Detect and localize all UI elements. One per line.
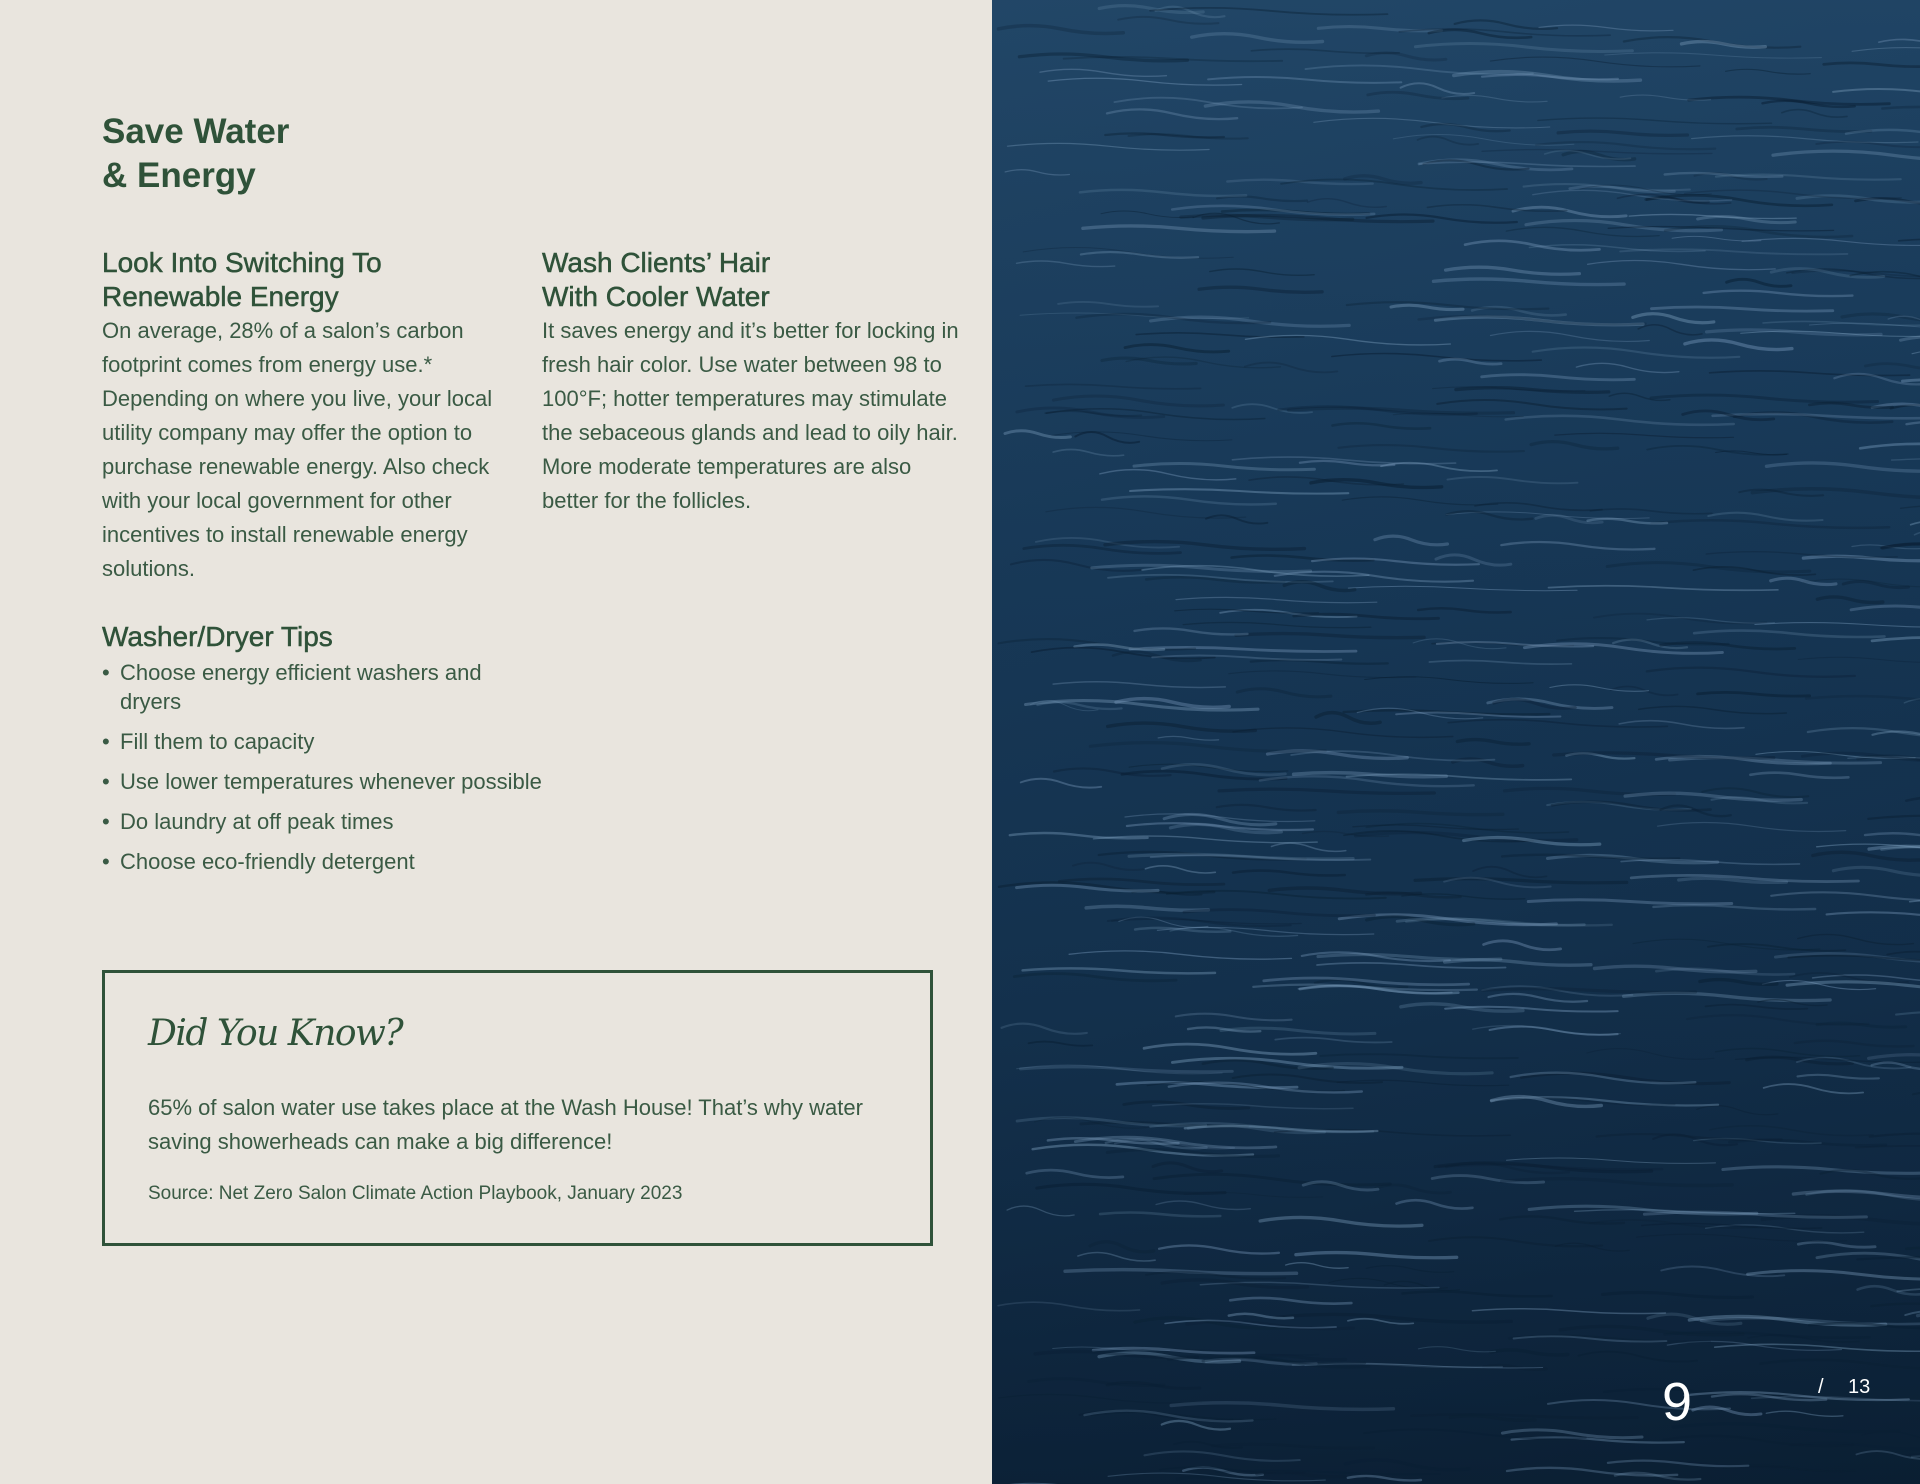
did-you-know-source: Source: Net Zero Salon Climate Action Playbook, January 2023 xyxy=(148,1183,683,1204)
page-separator: / xyxy=(1818,1376,1824,1398)
cooler-water-heading xyxy=(542,246,962,314)
renewable-energy-heading xyxy=(102,246,522,314)
renewable-energy-body: On average, 28% of a salon’s carbon footprint comes from energy use.* Depending on where you live, your local utility company may offer the option to purchase renewable energy. Also check with your local government for other incentives to install renewable energy solutions. xyxy=(102,318,493,581)
list-item: • Do laundry at off peak times xyxy=(102,807,542,836)
page-number: 9 xyxy=(1662,1372,1693,1432)
list-item: • Fill them to capacity xyxy=(102,727,542,756)
water-ripples-image xyxy=(992,0,1920,1484)
renewable-energy-heading-line-2: Renewable Energy xyxy=(102,281,339,312)
renewable-energy-section xyxy=(102,246,522,586)
ocean-water-photo xyxy=(992,0,1920,1484)
washer-dryer-heading: Washer/Dryer Tips xyxy=(102,621,333,652)
did-you-know-title: Did You Know? xyxy=(148,1013,403,1054)
list-item: • Choose energy efficient washers and dryers xyxy=(102,658,542,716)
did-you-know-box xyxy=(102,970,933,1246)
page-title-line-1: Save Water xyxy=(102,112,290,151)
washer-dryer-section xyxy=(102,620,542,887)
cooler-water-body: It saves energy and it’s better for locking in fresh hair color. Use water between 98 to 100°F; hotter temperatures may stimulate the sebaceous glands and lead to oily hair. More moderate temperatures are also better for the follicles. xyxy=(542,318,959,513)
cooler-water-heading-line-2: With Cooler Water xyxy=(542,281,770,312)
page-title-line-2: & Energy xyxy=(102,156,256,195)
renewable-energy-heading-line-1: Look Into Switching To xyxy=(102,247,382,278)
list-item: • Use lower temperatures whenever possible xyxy=(102,767,542,796)
page-total: 13 xyxy=(1848,1376,1871,1398)
page-title xyxy=(102,110,502,198)
cooler-water-heading-line-1: Wash Clients’ Hair xyxy=(542,247,771,278)
washer-dryer-list xyxy=(102,658,542,876)
did-you-know-body: 65% of salon water use takes place at the Wash House! That’s why water saving showerheads can make a big difference! xyxy=(148,1095,863,1154)
list-item: • Choose eco-friendly detergent xyxy=(102,847,542,876)
cooler-water-section xyxy=(542,246,962,518)
